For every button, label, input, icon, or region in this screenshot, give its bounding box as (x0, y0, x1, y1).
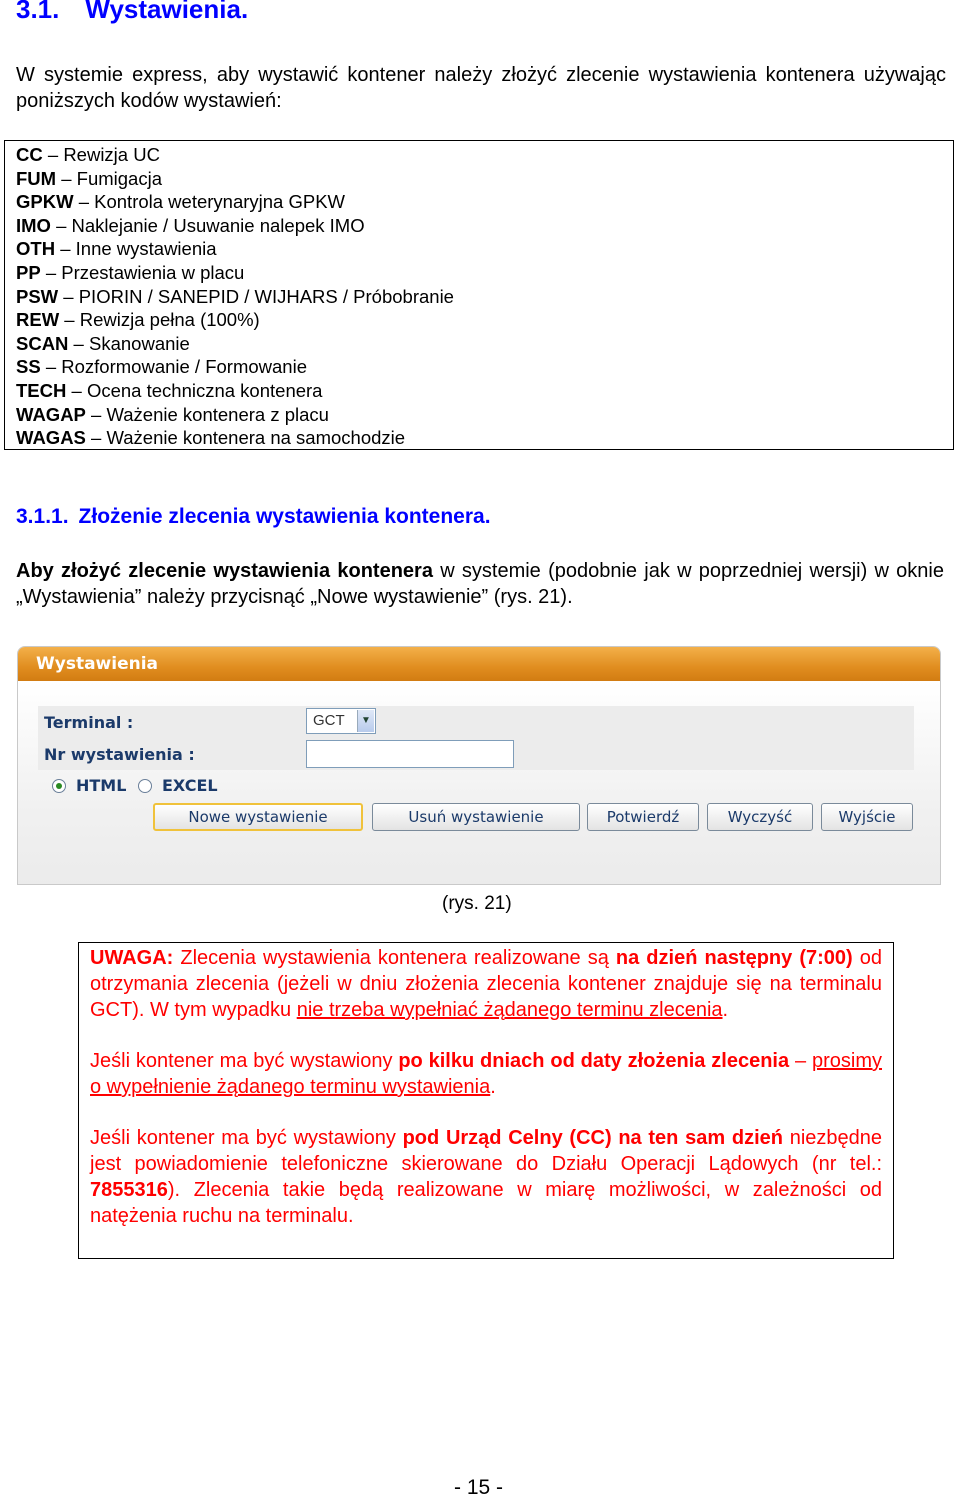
radio-excel[interactable] (138, 779, 152, 793)
code-abbrev: SCAN (16, 332, 69, 354)
exit-button[interactable]: Wyjście (821, 803, 913, 831)
delete-entry-button[interactable]: Usuń wystawienie (372, 803, 580, 831)
code-separator: – (59, 309, 80, 331)
instruction-text: w systemie (podobnie jak w poprzedniej wersji) w oknie „Wystawienia” należy przycisnąć „Nowe wystawienie” (rys. 21). (16, 560, 944, 608)
code-abbrev: SS (16, 356, 41, 378)
warning-bold: pod Urząd Celny (CC) na ten sam dzień (402, 1127, 783, 1149)
clear-button[interactable]: Wyczyść (707, 803, 813, 831)
code-abbrev: OTH (16, 238, 56, 260)
code-abbrev: GPKW (16, 191, 74, 213)
warning-text: . (722, 999, 729, 1021)
code-row (16, 167, 953, 191)
warning-text: ). Zlecenia takie będą realizowane w miarę możliwości, w zależności od natężenia ruchu na terminalu. (90, 1179, 882, 1227)
code-description: Rozformowanie / Formowanie (61, 356, 307, 378)
code-description: Fumigacja (76, 167, 162, 189)
code-separator: – (85, 427, 107, 449)
code-row (16, 308, 953, 332)
code-description: Skanowanie (89, 332, 190, 354)
code-row (16, 261, 953, 285)
code-abbrev: REW (16, 309, 60, 331)
warning-text: Jeśli kontener ma być wystawiony (90, 1127, 403, 1149)
phone-number: 7855316 (90, 1179, 168, 1201)
subsection-title: Złożenie zlecenia wystawienia kontenera. (78, 505, 491, 528)
warning-text: Zlecenia wystawienia kontenera realizowane są (173, 947, 616, 969)
warning-text: Jeśli kontener ma być wystawiony (90, 1050, 399, 1072)
code-separator: – (40, 356, 62, 378)
code-abbrev: PSW (16, 285, 59, 307)
instruction-bold: Aby złożyć zlecenie wystawienia kontenera (16, 560, 433, 582)
code-row (16, 426, 953, 450)
radio-excel-label: EXCEL (162, 776, 218, 795)
warning-text: . (490, 1076, 496, 1098)
subsection-heading (16, 505, 491, 529)
window-body (18, 681, 940, 885)
code-description: Naklejanie / Usuwanie nalepek IMO (71, 214, 365, 236)
warning-label: UWAGA: (90, 947, 174, 969)
section-title: Wystawienia. (85, 0, 249, 24)
code-separator: – (55, 238, 76, 260)
code-description: Ważenie kontenera na samochodzie (106, 427, 406, 449)
code-abbrev: PP (16, 261, 41, 283)
code-row (16, 143, 953, 167)
instruction-paragraph (16, 558, 944, 610)
code-description: Kontrola weterynaryjna GPKW (94, 191, 346, 213)
code-separator: – (40, 261, 62, 283)
terminal-label: Terminal : (44, 713, 134, 732)
page-number: - 15 - (454, 1476, 504, 1499)
code-row (16, 403, 953, 427)
warning-bold: po kilku dniach od daty złożenia zlecenia (398, 1050, 790, 1072)
code-separator: – (58, 285, 79, 307)
warning-paragraph-2 (90, 1048, 882, 1100)
code-abbrev: IMO (16, 214, 51, 236)
code-separator: – (56, 167, 77, 189)
figure-caption: (rys. 21) (442, 893, 512, 914)
new-entry-button[interactable]: Nowe wystawienie (153, 803, 363, 831)
warning-underline: prosimy o wypełnienie żądanego terminu wystawienia (90, 1050, 882, 1098)
warning-box (78, 942, 894, 1259)
chevron-down-icon[interactable]: ▼ (357, 710, 374, 732)
screenshot-window (17, 646, 941, 885)
codes-box (4, 140, 954, 450)
code-abbrev: WAGAS (16, 427, 86, 449)
warning-bold: na dzień następny (7:00) (615, 947, 853, 969)
code-abbrev: WAGAP (16, 403, 86, 425)
code-row (16, 214, 953, 238)
code-description: Rewizja pełna (100%) (79, 309, 260, 331)
code-abbrev: TECH (16, 379, 67, 401)
code-separator: – (66, 379, 87, 401)
warning-paragraph-3 (90, 1125, 882, 1229)
section-number: 3.1. (16, 0, 60, 24)
code-separator: – (50, 214, 72, 236)
code-description: Inne wystawienia (75, 238, 217, 260)
code-separator: – (42, 144, 64, 165)
intro-paragraph: W systemie express, aby wystawić kontener należy złożyć zlecenie wystawienia kontenera używając poniższych kodów wystawień: (16, 64, 946, 112)
code-row (16, 379, 953, 403)
code-abbrev: CC (16, 144, 43, 165)
subsection-number: 3.1.1. (16, 505, 69, 528)
number-input[interactable] (306, 740, 514, 768)
code-row (16, 285, 953, 309)
warning-text: niezbędne jest powiadomienie telefoniczne skierowane do Działu Operacji Lądowych (nr tel.: (90, 1127, 883, 1175)
terminal-select[interactable] (306, 708, 376, 734)
code-row (16, 332, 953, 356)
code-row (16, 237, 953, 261)
code-separator: – (73, 191, 95, 213)
window-title: Wystawienia (18, 647, 940, 681)
code-description: PIORIN / SANEPID / WIJHARS / Próbobranie (78, 285, 454, 307)
confirm-button[interactable]: Potwierdź (587, 803, 699, 831)
code-separator: – (85, 403, 107, 425)
code-abbrev: FUM (16, 167, 57, 189)
warning-underline: nie trzeba wypełniać żądanego terminu zlecenia (296, 999, 723, 1021)
code-description: Ocena techniczna kontenera (86, 379, 323, 401)
code-row (16, 190, 953, 214)
code-description: Rewizja UC (63, 144, 160, 165)
code-description: Ważenie kontenera z placu (106, 403, 329, 425)
number-label: Nr wystawienia : (44, 745, 195, 764)
warning-paragraph-1 (90, 945, 882, 1023)
terminal-value: GCT (313, 712, 345, 729)
warning-text: od otrzymania zlecenia (jeżeli w dniu złożenia zlecenia kontener znajduje się na terminalu GCT). W tym wypadku (90, 947, 882, 1021)
warning-text: – (789, 1050, 812, 1072)
code-separator: – (68, 332, 89, 354)
radio-html-label: HTML (76, 776, 127, 795)
code-row (16, 355, 953, 379)
radio-html[interactable] (52, 779, 66, 793)
code-description: Przestawienia w placu (61, 261, 245, 283)
section-heading (16, 0, 248, 25)
